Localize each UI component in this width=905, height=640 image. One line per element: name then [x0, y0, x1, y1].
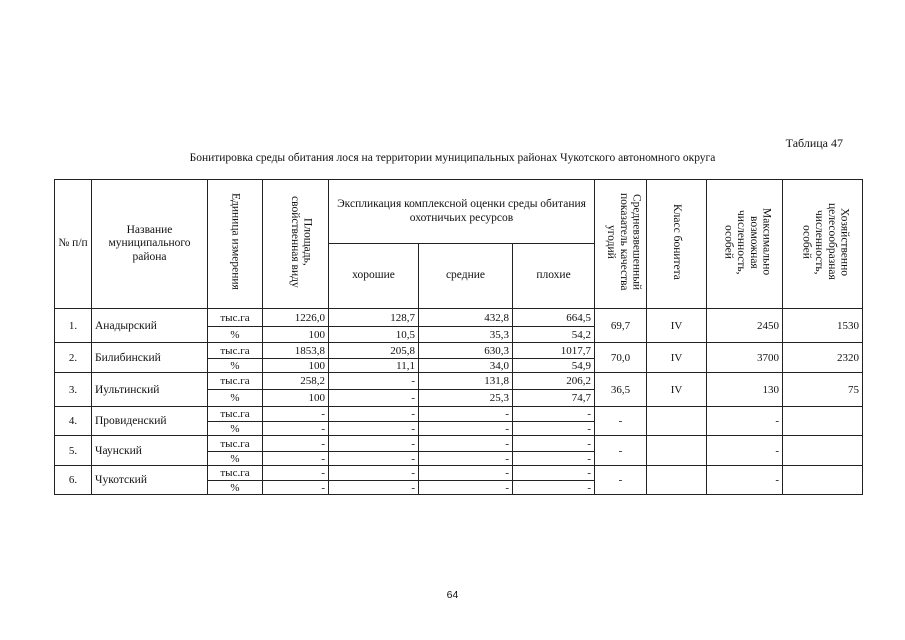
poor-cell: 54,9	[513, 359, 595, 373]
good-cell: 128,7	[329, 309, 419, 327]
max-count-cell: 2450	[707, 309, 783, 343]
header-econ-count-text: Хозяйственно целесообразная численность, особей	[800, 203, 851, 281]
district-name: Иультинский	[92, 373, 208, 407]
good-cell: -	[329, 452, 419, 466]
area-cell: -	[263, 481, 329, 495]
unit-cell: тыс.га	[208, 343, 263, 359]
district-name: Чаунский	[92, 436, 208, 466]
poor-cell: -	[513, 481, 595, 495]
header-area-text: Площадь, свойственная виду	[288, 196, 314, 288]
header-econ-count	[783, 180, 863, 309]
unit-cell: тыс.га	[208, 466, 263, 481]
district-name: Билибинский	[92, 343, 208, 373]
medium-cell: 630,3	[419, 343, 513, 359]
poor-cell: 664,5	[513, 309, 595, 327]
area-cell: 1226,0	[263, 309, 329, 327]
class-cell	[647, 466, 707, 495]
row-number: 2.	[55, 343, 92, 373]
district-name: Чукотский	[92, 466, 208, 495]
econ-count-cell: 1530	[783, 309, 863, 343]
unit-cell: %	[208, 359, 263, 373]
max-count-cell: 3700	[707, 343, 783, 373]
header-good: хорошие	[329, 244, 419, 309]
medium-cell: -	[419, 481, 513, 495]
area-cell: 100	[263, 327, 329, 343]
medium-cell: 25,3	[419, 390, 513, 407]
max-count-cell: -	[707, 407, 783, 436]
medium-cell: 34,0	[419, 359, 513, 373]
quality-cell: -	[595, 436, 647, 466]
medium-cell: -	[419, 436, 513, 452]
header-unit-text: Единица измерения	[229, 193, 242, 291]
class-cell: IV	[647, 309, 707, 343]
row-number: 6.	[55, 466, 92, 495]
unit-cell: %	[208, 390, 263, 407]
header-unit	[208, 180, 263, 309]
unit-cell: %	[208, 452, 263, 466]
table-label: Таблица 47	[785, 136, 843, 150]
poor-cell: -	[513, 436, 595, 452]
poor-cell: -	[513, 452, 595, 466]
econ-count-cell	[783, 436, 863, 466]
max-count-cell: 130	[707, 373, 783, 407]
quality-cell: -	[595, 466, 647, 495]
header-area	[263, 180, 329, 309]
header-district: Название муниципального района	[92, 180, 208, 309]
unit-cell: тыс.га	[208, 373, 263, 390]
table-row	[55, 407, 863, 422]
medium-cell: -	[419, 407, 513, 422]
econ-count-cell: 75	[783, 373, 863, 407]
medium-cell: 35,3	[419, 327, 513, 343]
class-cell: IV	[647, 343, 707, 373]
class-cell	[647, 436, 707, 466]
poor-cell: -	[513, 466, 595, 481]
area-cell: -	[263, 466, 329, 481]
poor-cell: 1017,7	[513, 343, 595, 359]
quality-cell: -	[595, 407, 647, 436]
class-cell	[647, 407, 707, 436]
poor-cell: 206,2	[513, 373, 595, 390]
header-poor: плохие	[513, 244, 595, 309]
area-cell: 1853,8	[263, 343, 329, 359]
good-cell: -	[329, 422, 419, 436]
area-cell: -	[263, 422, 329, 436]
area-cell: 258,2	[263, 373, 329, 390]
area-cell: 100	[263, 359, 329, 373]
poor-cell: -	[513, 422, 595, 436]
good-cell: 10,5	[329, 327, 419, 343]
table-row	[55, 373, 863, 390]
good-cell: -	[329, 373, 419, 390]
table-caption: Бонитировка среды обитания лося на территории муниципальных районах Чукотского автономного округа	[189, 152, 716, 164]
header-max-count-text: Максимально возможная численность, особей	[722, 208, 773, 276]
header-num: № п/п	[55, 180, 92, 309]
econ-count-cell	[783, 466, 863, 495]
bonitet-table	[54, 179, 863, 495]
good-cell: 11,1	[329, 359, 419, 373]
econ-count-cell	[783, 407, 863, 436]
econ-count-cell: 2320	[783, 343, 863, 373]
poor-cell: -	[513, 407, 595, 422]
row-number: 1.	[55, 309, 92, 343]
table-row	[55, 309, 863, 327]
good-cell: -	[329, 390, 419, 407]
poor-cell: 54,2	[513, 327, 595, 343]
medium-cell: -	[419, 452, 513, 466]
max-count-cell: -	[707, 466, 783, 495]
district-name: Провиденский	[92, 407, 208, 436]
good-cell: -	[329, 436, 419, 452]
good-cell: 205,8	[329, 343, 419, 359]
unit-cell: %	[208, 422, 263, 436]
quality-cell: 70,0	[595, 343, 647, 373]
good-cell: -	[329, 466, 419, 481]
area-cell: 100	[263, 390, 329, 407]
quality-cell: 36,5	[595, 373, 647, 407]
table-row	[55, 466, 863, 481]
header-quality-text: Средневзвешенный показатель качества угодий	[605, 193, 643, 291]
header-medium: средние	[419, 244, 513, 309]
medium-cell: 131,8	[419, 373, 513, 390]
class-cell: IV	[647, 373, 707, 407]
area-cell: -	[263, 436, 329, 452]
medium-cell: -	[419, 422, 513, 436]
good-cell: -	[329, 481, 419, 495]
header-class	[647, 180, 707, 309]
row-number: 3.	[55, 373, 92, 407]
unit-cell: %	[208, 481, 263, 495]
row-number: 5.	[55, 436, 92, 466]
good-cell: -	[329, 407, 419, 422]
area-cell: -	[263, 452, 329, 466]
header-class-text: Класс бонитета	[670, 203, 683, 280]
header-explication: Экспликация комплексной оценки среды обитания охотничьих ресурсов	[329, 180, 595, 244]
medium-cell: 432,8	[419, 309, 513, 327]
unit-cell: тыс.га	[208, 309, 263, 327]
area-cell: -	[263, 407, 329, 422]
max-count-cell: -	[707, 436, 783, 466]
header-quality	[595, 180, 647, 309]
unit-cell: тыс.га	[208, 436, 263, 452]
quality-cell: 69,7	[595, 309, 647, 343]
poor-cell: 74,7	[513, 390, 595, 407]
unit-cell: %	[208, 327, 263, 343]
row-number: 4.	[55, 407, 92, 436]
page-number: 64	[446, 589, 459, 601]
medium-cell: -	[419, 466, 513, 481]
unit-cell: тыс.га	[208, 407, 263, 422]
table-row	[55, 343, 863, 359]
table-row	[55, 436, 863, 452]
table-body	[55, 309, 863, 495]
district-name: Анадырский	[92, 309, 208, 343]
header-max-count	[707, 180, 783, 309]
